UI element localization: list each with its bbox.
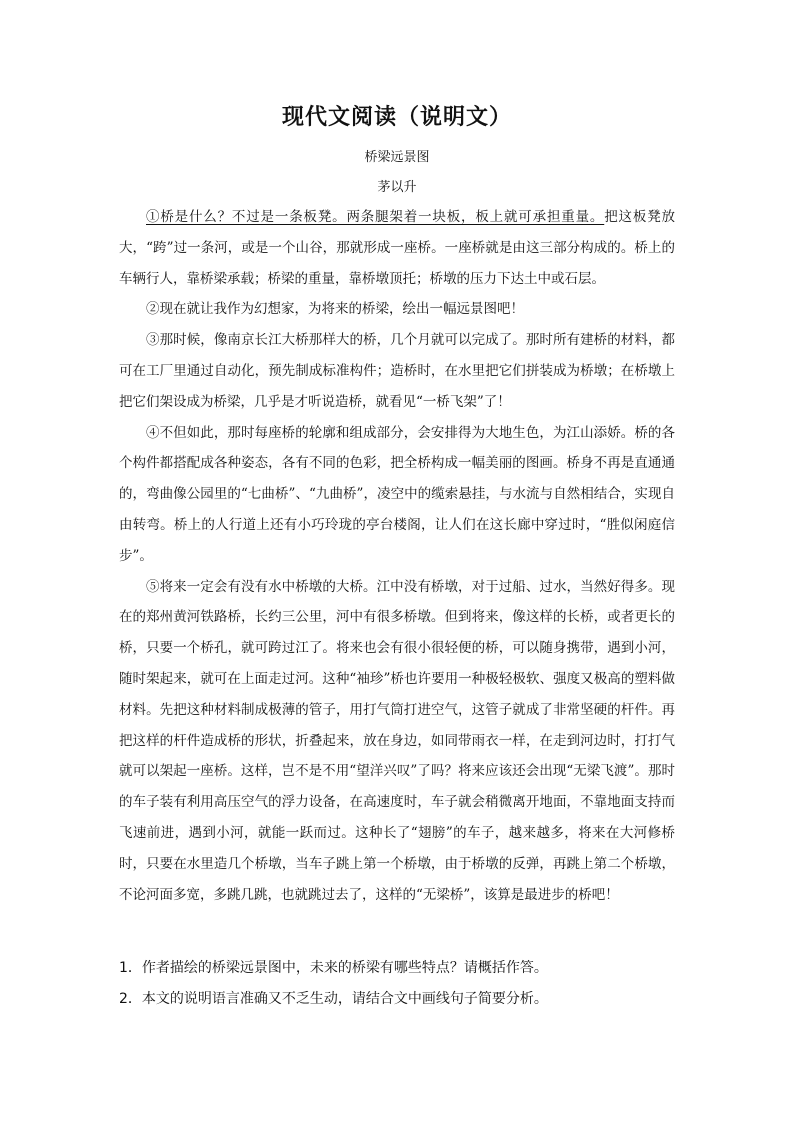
article-body bbox=[119, 202, 675, 910]
paragraph-4 bbox=[119, 418, 675, 572]
paragraph-1 bbox=[119, 202, 675, 294]
question-1: 1．作者描绘的桥梁远景图中，未来的桥梁有哪些特点？请概括作答。 bbox=[119, 960, 548, 976]
paragraph-3 bbox=[119, 325, 675, 417]
paragraph-text: ③那时候，像南京长江大桥那样大的桥，几个月就可以完成了。那时所有建桥的材料，都可在工厂里通过自动化，预先制成标准构件；造桥时，在水里把它们拼装成为桥墩；在桥墩上把它们架设成为桥梁，几乎是才听说造桥，就看见“一桥飞架”了！ bbox=[119, 332, 675, 410]
question-list bbox=[119, 953, 679, 1015]
paragraph-text: ⑤将来一定会有没有水中桥墩的大桥。江中没有桥墩，对于过船、过水，当然好得多。现在的郑州黄河铁路桥，长约三公里，河中有很多桥墩。但到将来，像这样的长桥，或者更长的桥，只要一个桥孔，就可跨过江了。将来也会有很小很轻便的桥，可以随身携带，遇到小河，随时架起来，就可在上面走过河。这种“袖珍”桥也许要用一种极轻极软、强度又极高的塑料做材料。先把这种材料制成极薄的管子，用打气筒打进空气，这管子就成了非常坚硬的杆件。再把这样的杆件造成桥的形状，折叠起来，放在身边，如同带雨衣一样，在走到河边时，打打气就可以架起一座桥。这样，岂不是不用“望洋兴叹”了吗？将来应该还会出现“无梁飞渡”。那时的车子装有利用高压空气的浮力设备，在高速度时，车子就会稍微离开地面，不靠地面支持而飞速前进，遇到小河，就能一跃而过。这种长了“翅膀”的车子，越来越多，将来在大河修桥时，只要在水里造几个桥墩，当车子跳上第一个桥墩，由于桥墩的反弹，再跳上第二个桥墩，不论河面多宽，多跳几跳，也就跳过去了，这样的“无梁桥”，该算是最进步的桥吧！ bbox=[119, 578, 675, 903]
question-2: 2．本文的说明语言准确又不乏生动，请结合文中画线句子简要分析。 bbox=[119, 991, 548, 1007]
paragraph-2 bbox=[119, 294, 675, 325]
paragraph-text: ②现在就让我作为幻想家，为将来的桥梁，绘出一幅远景图吧！ bbox=[146, 301, 524, 318]
paragraph-text: ④不但如此，那时每座桥的轮廓和组成部分，会安排得为大地生色，为江山添娇。桥的各个构件都搭配成各种姿态，各有不同的色彩，把全桥构成一幅美丽的图画。桥身不再是直通通的，弯曲像公园里的“七曲桥”、“九曲桥”，凌空中的缆索悬挂，与水流与自然相结合，实现自由转弯。桥上的人行道上还有小巧玲珑的亭台楼阁，让人们在这长廊中穿过时，“胜似闲庭信步”。 bbox=[119, 424, 675, 564]
underlined-sentence: ①桥是什么？不过是一条板凳。两条腿架着一块板，板上就可承担重量。 bbox=[146, 209, 605, 225]
paragraph-text: 把这板凳放大，“跨”过一条河，或是一个山谷，那就形成一座桥。一座桥就是由这三部分构成的。桥上的车辆行人，靠桥梁承载；桥梁的重量，靠桥墩顶托；桥墩的压力下达土中或石层。 bbox=[119, 209, 676, 287]
article-title: 桥梁远景图 bbox=[364, 150, 430, 165]
article-author: 茅以升 bbox=[377, 180, 417, 195]
paragraph-5 bbox=[119, 572, 675, 911]
document-title: 现代文阅读（说明文） bbox=[281, 104, 512, 130]
